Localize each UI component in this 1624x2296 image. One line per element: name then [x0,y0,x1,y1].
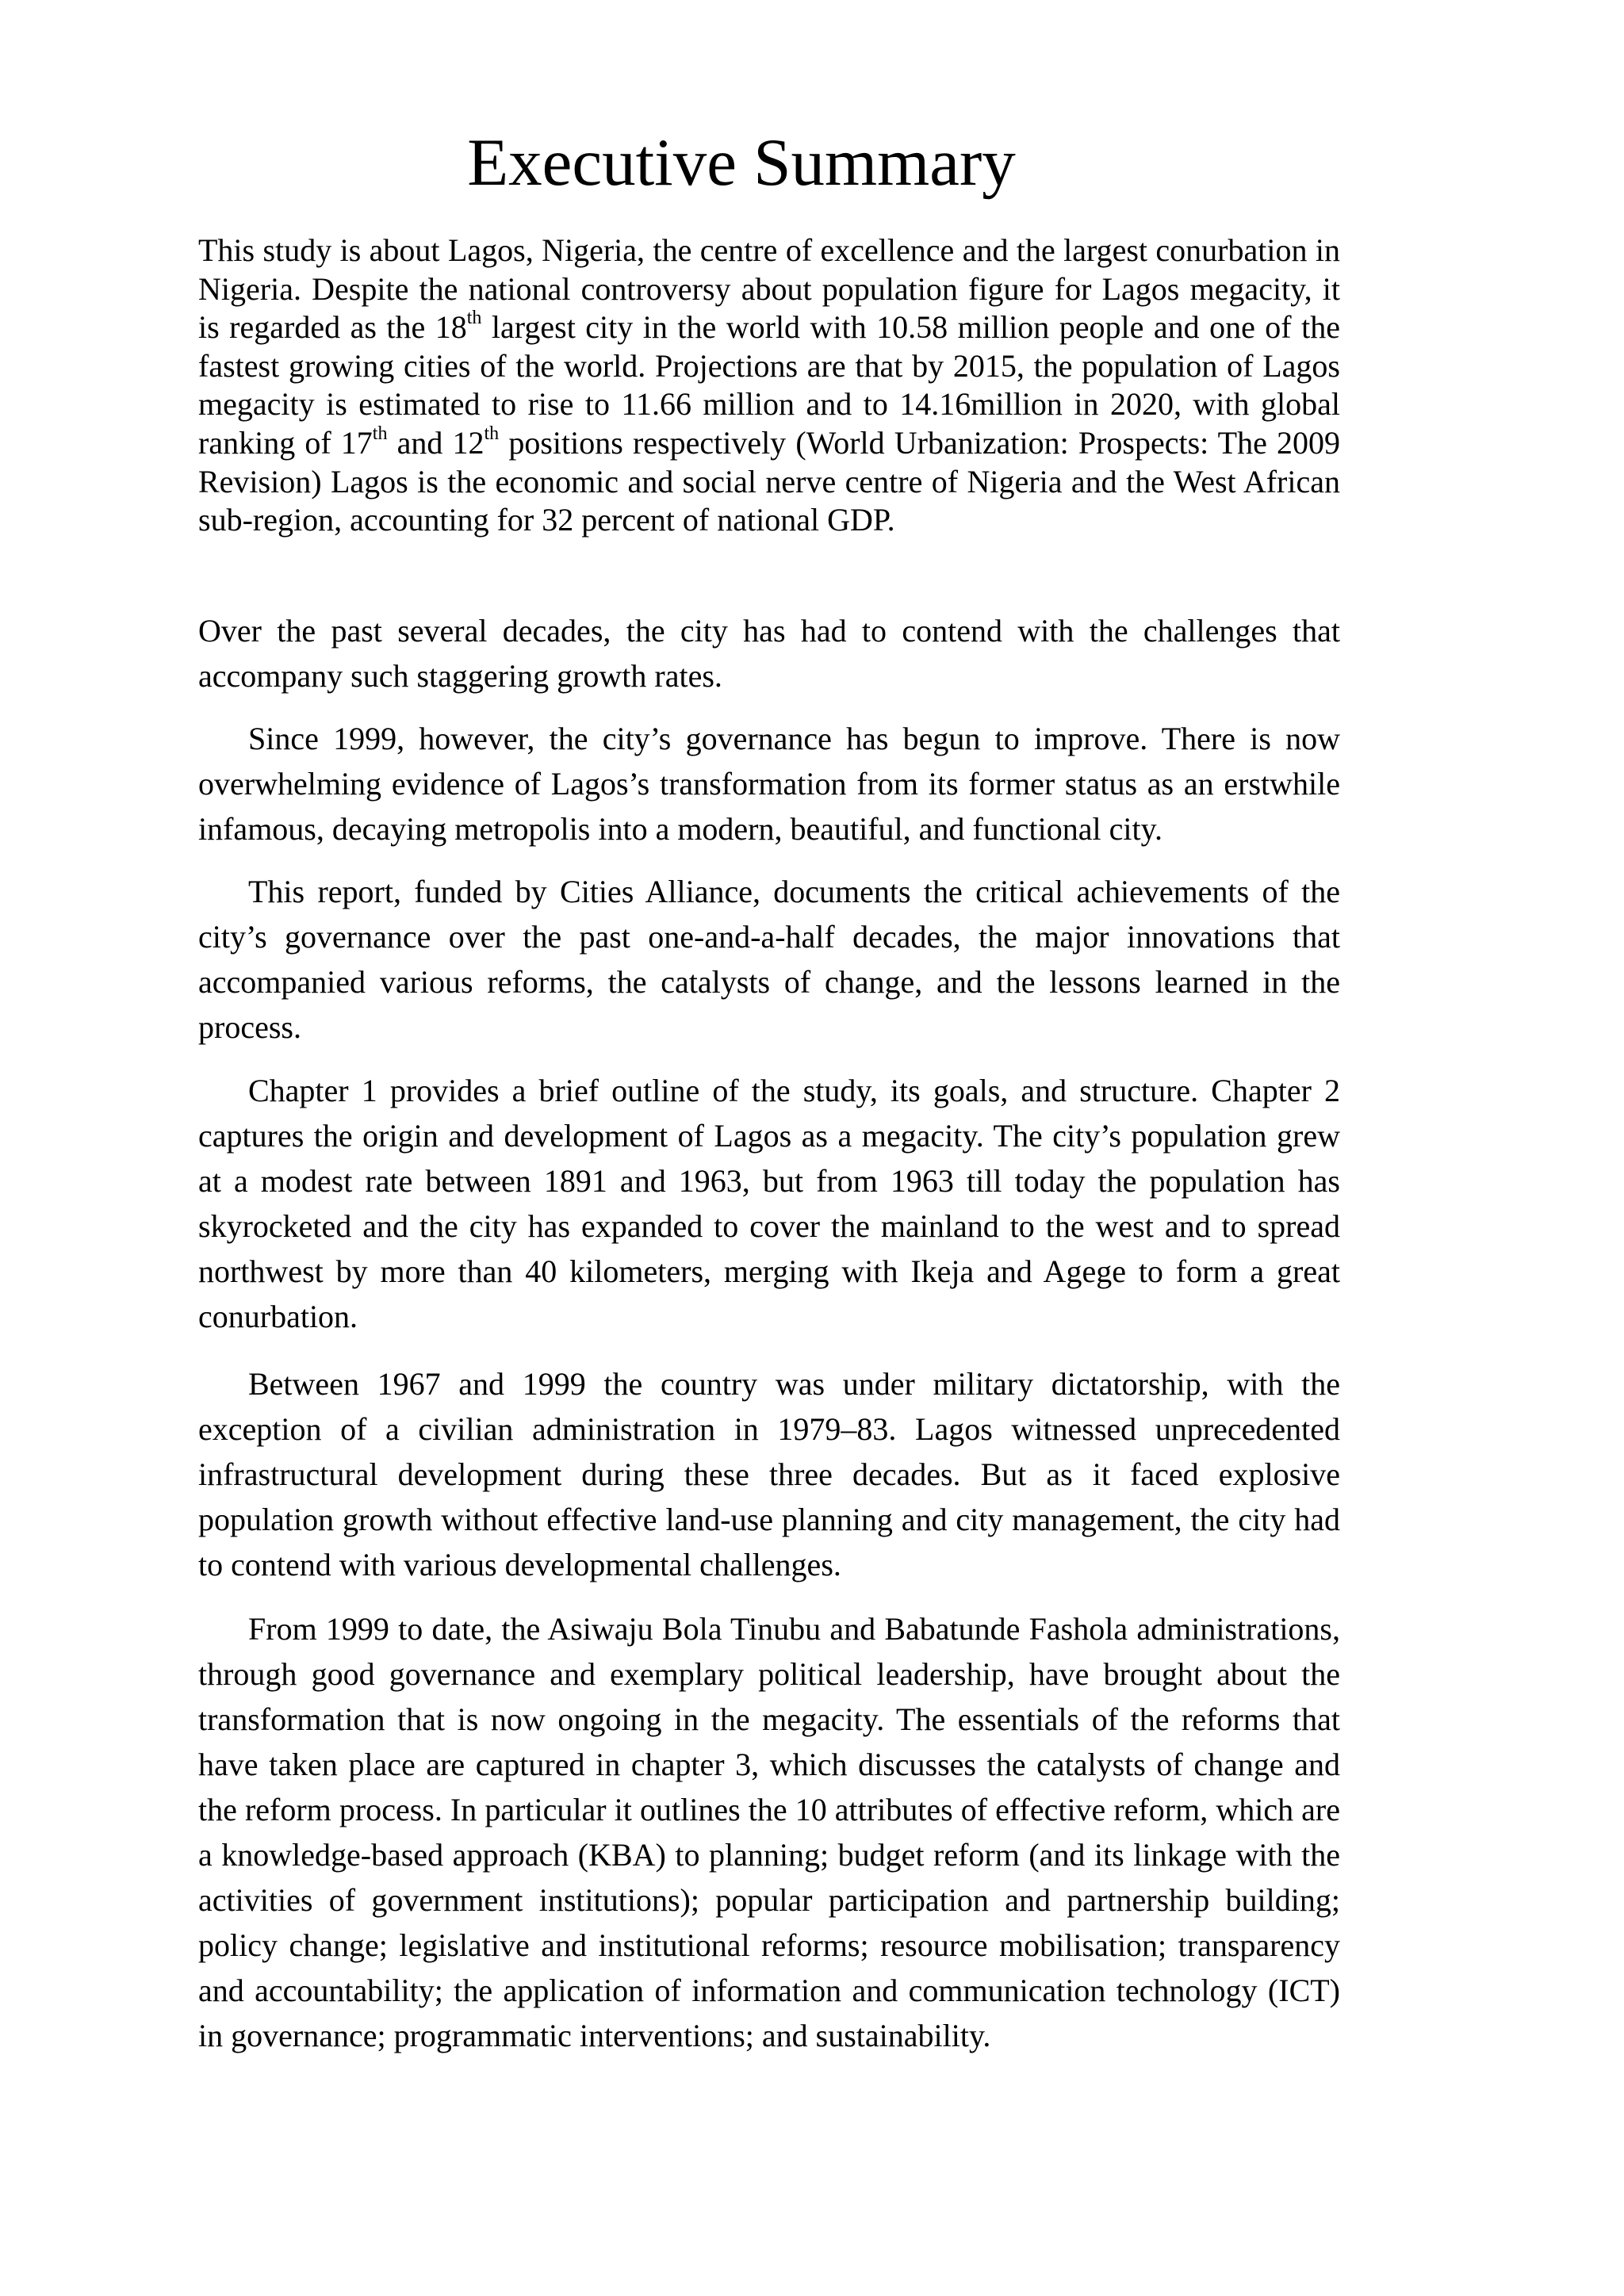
paragraph-intro [198,232,1340,540]
paragraph-challenges: Over the past several decades, the city has had to contend with the challenges that accompany such staggering growth rates. [198,613,1340,694]
paragraph-governance: Since 1999, however, the city’s governance has begun to improve. There is now overwhelming evidence of Lagos’s transformation from its former status as an erstwhile infamous, decaying metropolis into a modern, beautiful, and functional city. [198,721,1340,847]
ordinal-suffix: th [372,423,388,444]
paragraph-reforms: From 1999 to date, the Asiwaju Bola Tinubu and Babatunde Fashola administrations, through good governance and exemplary political leadership, have brought about the transformation that is now ongoing in the megacity. The essentials of the reforms that have taken place are captured in chapter 3, which discusses the catalysts of change and the reform process. In particular it outlines the 10 attributes of effective reform, which are a knowledge-based approach (KBA) to planning; budget reform (and its linkage with the activities of government institutions); popular participation and partnership building; policy change; legislative and institutional reforms; resource mobilisation; transparency and accountability; the application of information and communication technology (ICT) in governance; programmatic interventions; and sustainability. [198,1611,1340,2053]
paragraph-intro-part-c: and 12 [387,424,485,461]
paragraph-intro-part-a: This study is about Lagos, Nigeria, the centre of excellence and the largest conurbation in Nigeria. Despite the national controversy about population figure for Lagos megacity, it is regarded as the 18 [198,232,1340,346]
paragraph-intro-part-b: largest city in the world with 10.58 million people and one of the fastest growing cities of the world. Projections are that by 2015, the population of Lagos megacity is estimated to rise to 11.66 million and to 14.16million in 2020, with global ranking of 17 [198,309,1340,461]
paragraph-military-era: Between 1967 and 1999 the country was under military dictatorship, with the exception of a civilian administration in 1979–83. Lagos witnessed unprecedented infrastructural development during these three decades. But as it faced explosive population growth without effective land-use planning and city management, the city had to contend with various developmental challenges. [198,1366,1340,1582]
paragraph-chapters: Chapter 1 provides a brief outline of the study, its goals, and structure. Chapter 2 captures the origin and development of Lagos as a megacity. The city’s population grew at a modest rate between 1891 and 1963, but from 1963 till today the population has skyrocketed and the city has expanded to cover the mainland to the west and to spread northwest by more than 40 kilometers, merging with Ikeja and Agege to form a great conurbation. [198,1073,1340,1334]
ordinal-suffix: th [484,423,500,444]
ordinal-suffix: th [466,307,482,328]
paragraph-report: This report, funded by Cities Alliance, documents the critical achievements of the city’s governance over the past one-and-a-half decades, the major innovations that accompanied various reforms, the catalysts of change, and the lessons learned in the process. [198,874,1340,1045]
page-title: Executive Summary [467,125,1016,200]
paragraph-intro-part-d: positions respectively (World Urbanization: Prospects: The 2009 Revision) Lagos is the economic and social nerve centre of Nigeria and the West African sub-region, accounting for 32 percent of national GDP. [198,424,1341,538]
